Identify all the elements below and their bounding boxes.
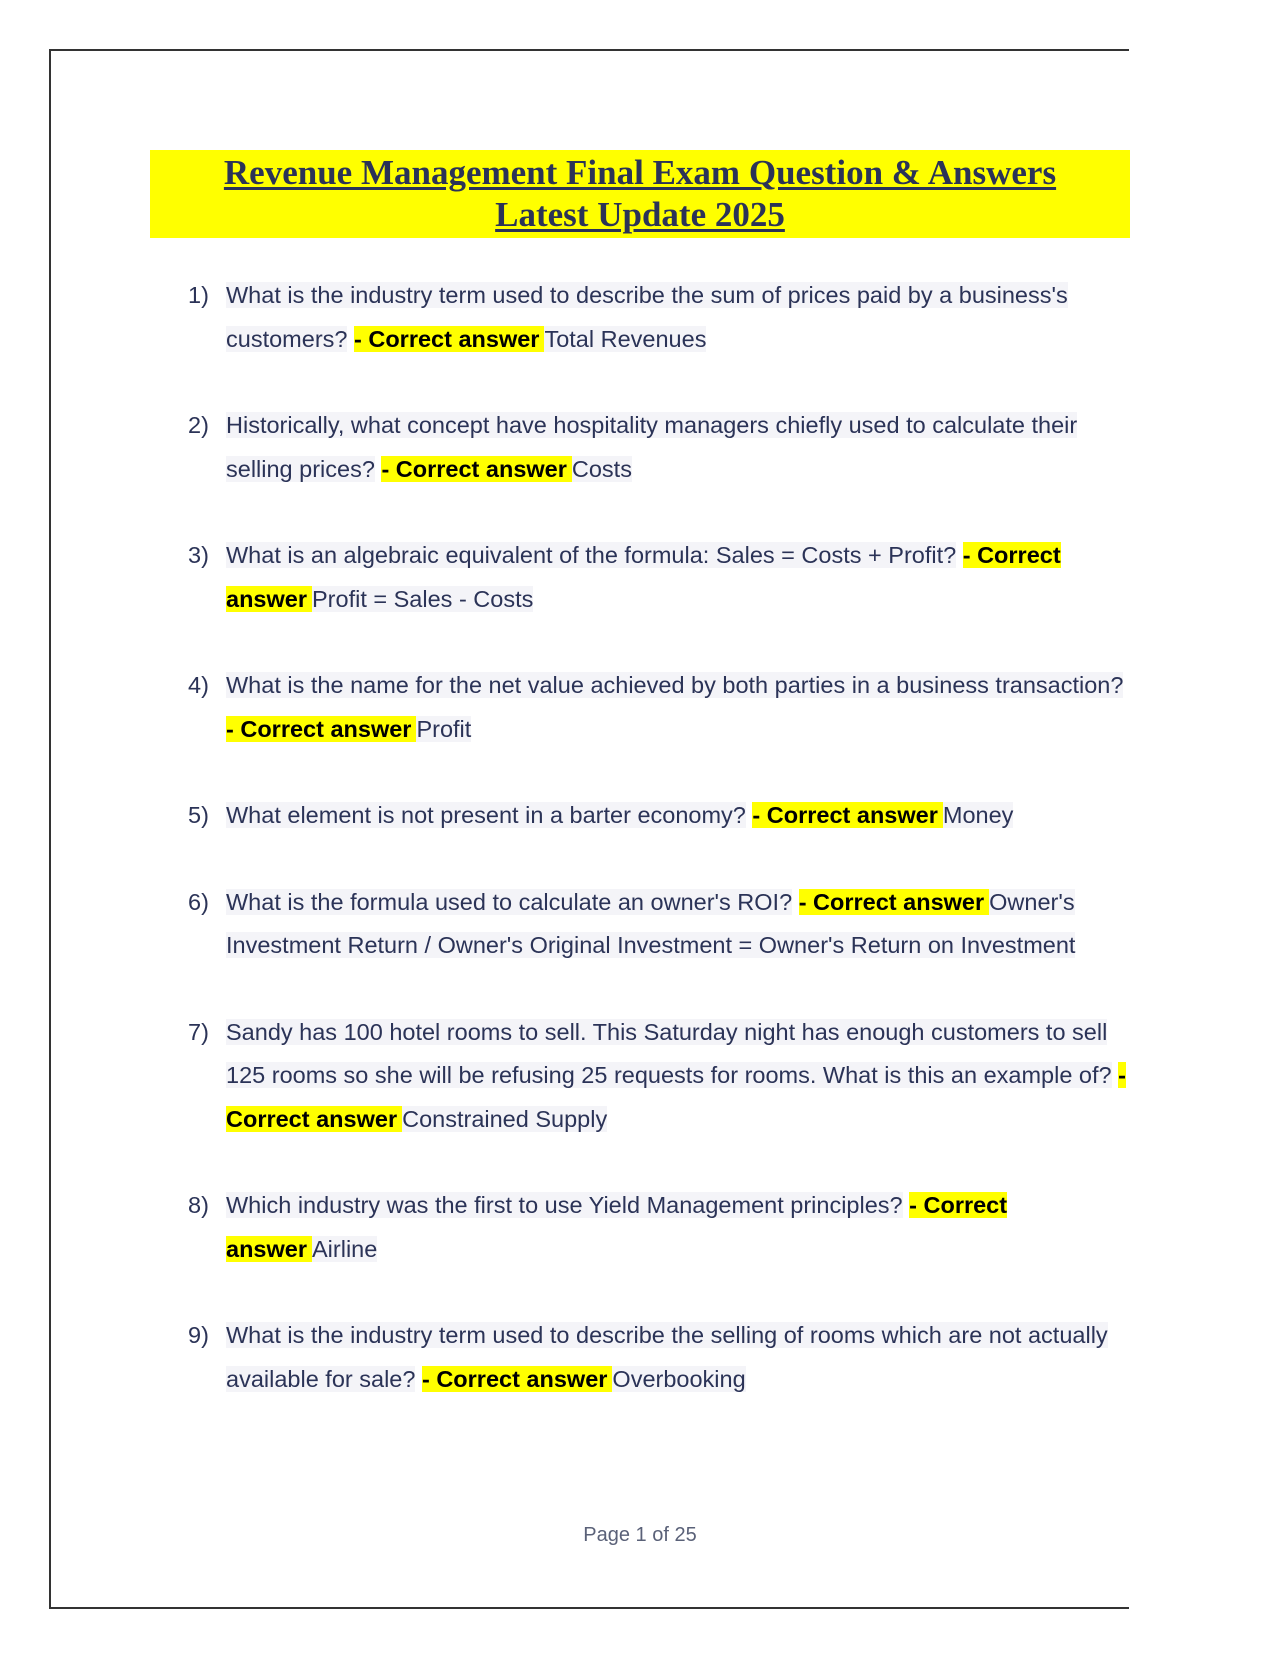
document-title [150, 150, 1130, 238]
title-line-1: Revenue Management Final Exam Question & Answers [223, 153, 1057, 192]
question-number: 9) [188, 1322, 209, 1348]
question-number: 8) [188, 1192, 209, 1218]
question-item [186, 1314, 1130, 1401]
correct-answer-label: - Correct answer [226, 542, 1061, 612]
question-item [186, 404, 1130, 491]
page-number-footer: Page 1 of 25 [583, 1524, 697, 1546]
question-text: What is an algebraic equivalent of the formula: Sales = Costs + Profit? [226, 542, 957, 568]
answer-text: Airline [312, 1235, 378, 1262]
question-item [186, 1184, 1130, 1271]
correct-answer-label: - Correct answer [226, 1062, 1126, 1132]
question-number: 4) [188, 672, 209, 698]
question-number: 1) [188, 282, 209, 308]
answer-text: Total Revenues [544, 325, 707, 352]
question-list [186, 274, 1130, 1444]
question-item [186, 534, 1130, 621]
question-number: 5) [188, 802, 209, 828]
question-number: 7) [188, 1018, 209, 1045]
question-text: What element is not present in a barter economy? [226, 802, 746, 828]
question-number: 6) [188, 888, 209, 915]
question-text: Historically, what concept have hospitality managers chiefly used to calculate their selling prices? [226, 412, 1078, 482]
question-text: What is the industry term used to describe the sum of prices paid by a business's customers? [226, 282, 1068, 352]
correct-answer-label: - Correct answer [226, 716, 416, 742]
question-text: What is the industry term used to describe the selling of rooms which are not actually available for sale? [226, 1322, 1108, 1392]
question-item [186, 794, 1130, 838]
correct-answer-label: - Correct answer [354, 326, 544, 352]
question-number: 2) [188, 412, 209, 438]
answer-text: Owner's Investment Return / Owner's Original Investment = Owner's Return on Investment [226, 888, 1076, 958]
title-line-2: Latest Update 2025 [495, 195, 785, 234]
answer-text: Costs [571, 455, 632, 482]
question-text: Sandy has 100 hotel rooms to sell. This Saturday night has enough customers to sell 125 rooms so she will be refusing 25 requests for rooms. What is this an example of? [226, 1018, 1112, 1088]
question-text: Which industry was the first to use Yield Management principles? [226, 1192, 903, 1218]
question-item [186, 881, 1130, 968]
answer-text: Money [942, 802, 1014, 828]
question-text: What is the name for the net value achieved by both parties in a business transaction? [226, 672, 1124, 698]
answer-text: Overbooking [612, 1365, 746, 1392]
question-number: 3) [188, 542, 209, 568]
answer-text: Constrained Supply [402, 1105, 608, 1132]
correct-answer-label: - Correct answer [381, 456, 571, 482]
correct-answer-label: - Correct answer [422, 1366, 612, 1392]
question-text: What is the formula used to calculate an owner's ROI? [226, 888, 793, 915]
correct-answer-label: - Correct answer [226, 1192, 1008, 1262]
correct-answer-label: - Correct answer [752, 802, 942, 828]
correct-answer-label: - Correct answer [799, 889, 989, 915]
question-item [186, 1011, 1130, 1142]
question-item [186, 664, 1130, 751]
answer-text: Profit [416, 715, 472, 742]
answer-text: Profit = Sales - Costs [312, 585, 534, 612]
question-item [186, 274, 1130, 361]
